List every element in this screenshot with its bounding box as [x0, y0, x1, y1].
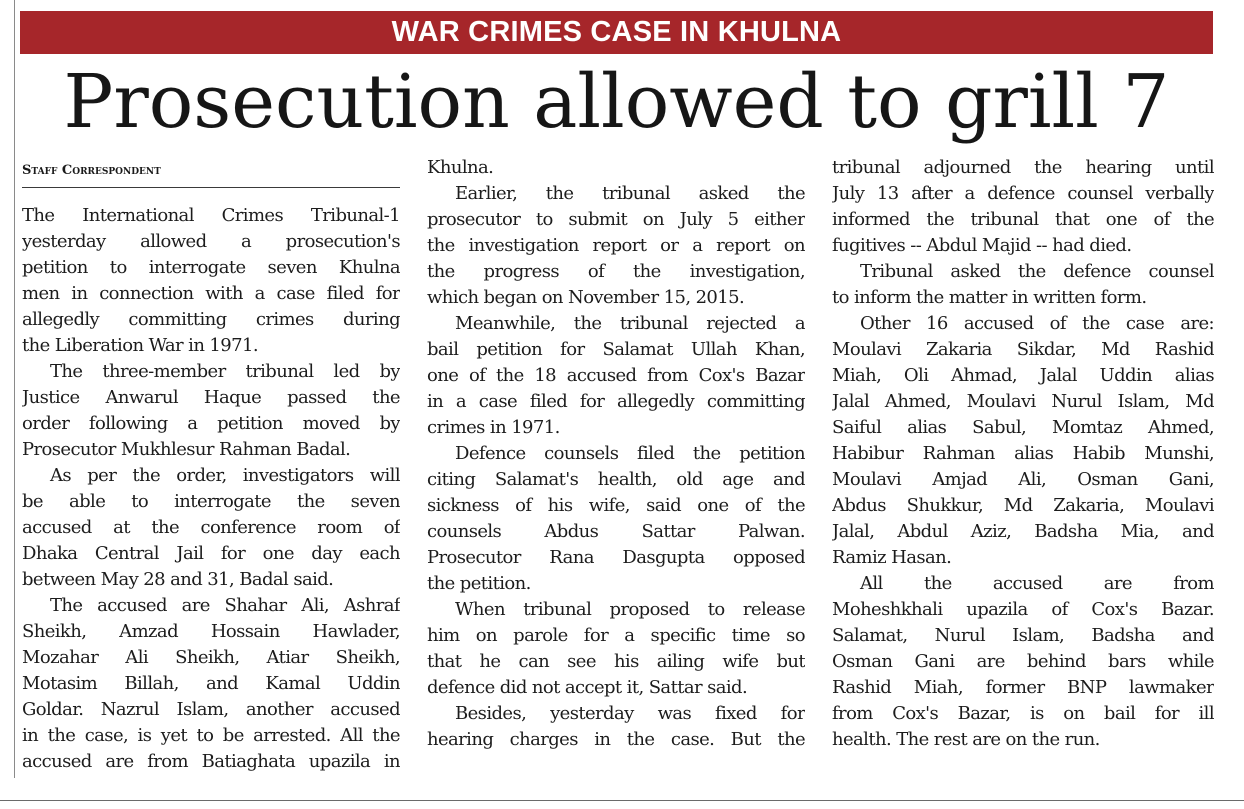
text-line: As per the order, investigators will	[50, 465, 400, 486]
text-line: Miah, Oli Ahmad, Jalal Uddin alias	[832, 365, 1214, 386]
text-line: the petition.	[427, 573, 531, 594]
text-line: Justice Anwarul Haque passed the	[22, 387, 400, 408]
text-line: Ramiz Hasan.	[832, 547, 952, 568]
text-line: Other 16 accused of the case are:	[860, 313, 1214, 334]
text-line: fugitives -- Abdul Majid -- had died.	[832, 235, 1132, 256]
paragraph	[22, 593, 400, 775]
text-line: tribunal adjourned the hearing until	[832, 157, 1214, 178]
text-line: accused are from Batiaghata upazila in	[22, 751, 400, 772]
paragraph	[427, 701, 805, 753]
text-line: the progress of the investigation,	[427, 261, 805, 282]
text-line: Khulna.	[427, 157, 494, 178]
text-line: allegedly committing crimes during	[22, 309, 400, 330]
text-line: Abdus Shukkur, Md Zakaria, Moulavi	[832, 495, 1214, 516]
text-line: All the accused are from	[860, 573, 1214, 594]
text-line: Moulavi Amjad Ali, Osman Gani,	[832, 469, 1214, 490]
text-line: sickness of his wife, said one of the	[427, 495, 805, 516]
paragraph	[427, 597, 805, 701]
text-line: Jalal, Abdul Aziz, Badsha Mia, and	[832, 521, 1214, 542]
text-line: informed the tribunal that one of the	[832, 209, 1214, 230]
text-line: Earlier, the tribunal asked the	[455, 183, 805, 204]
article-column-3	[832, 155, 1214, 753]
text-line: hearing charges in the case. But the	[427, 729, 805, 750]
text-line: Goldar. Nazrul Islam, another accused	[22, 699, 400, 720]
section-banner: WAR CRIMES CASE IN KHULNA	[20, 11, 1213, 54]
paragraph	[832, 259, 1214, 311]
paragraph	[427, 155, 805, 181]
article-column-1	[22, 203, 400, 775]
byline: Staff Correspondent	[22, 163, 161, 178]
text-line: health. The rest are on the run.	[832, 729, 1100, 750]
text-line: petition to interrogate seven Khulna	[22, 257, 400, 278]
paragraph	[427, 311, 805, 441]
text-line: Dhaka Central Jail for one day each	[22, 543, 400, 564]
bottom-rule	[0, 800, 1244, 801]
paragraph	[832, 311, 1214, 571]
paragraph	[22, 203, 400, 359]
text-line: Motasim Billah, and Kamal Uddin	[22, 673, 400, 694]
text-line: defence did not accept it, Sattar said.	[427, 677, 748, 698]
text-line: in the case, is yet to be arrested. All the	[22, 725, 400, 746]
text-line: order following a petition moved by	[22, 413, 400, 434]
text-line: prosecutor to submit on July 5 either	[427, 209, 805, 230]
paragraph	[832, 155, 1214, 259]
headline: Prosecution allowed to grill 7	[63, 59, 1170, 145]
text-line: The International Crimes Tribunal-1	[22, 205, 400, 226]
text-line: Prosecutor Mukhlesur Rahman Badal.	[22, 439, 351, 460]
text-line: to inform the matter in written form.	[832, 287, 1147, 308]
text-line: Meanwhile, the tribunal rejected a	[455, 313, 805, 334]
text-line: citing Salamat's health, old age and	[427, 469, 805, 490]
text-line: Tribunal asked the defence counsel	[860, 261, 1214, 282]
text-line: Rashid Miah, former BNP lawmaker	[832, 677, 1214, 698]
paragraph	[22, 463, 400, 593]
text-line: Prosecutor Rana Dasgupta opposed	[427, 547, 805, 568]
left-column-rule	[14, 0, 15, 778]
text-line: which began on November 15, 2015.	[427, 287, 745, 308]
text-line: counsels Abdus Sattar Palwan.	[427, 521, 805, 542]
text-line: When tribunal proposed to release	[455, 599, 805, 620]
text-line: Salamat, Nurul Islam, Badsha and	[832, 625, 1214, 646]
text-line: the Liberation War in 1971.	[22, 335, 258, 356]
text-line: men in connection with a case filed for	[22, 283, 400, 304]
paragraph	[832, 571, 1214, 753]
text-line: crimes in 1971.	[427, 417, 560, 438]
text-line: The three-member tribunal led by	[50, 361, 400, 382]
text-line: accused at the conference room of	[22, 517, 400, 538]
paragraph	[427, 441, 805, 597]
article-column-2	[427, 155, 805, 753]
text-line: Defence counsels filed the petition	[455, 443, 805, 464]
text-line: Sheikh, Amzad Hossain Hawlader,	[22, 621, 400, 642]
text-line: the investigation report or a report on	[427, 235, 805, 256]
text-line: Habibur Rahman alias Habib Munshi,	[832, 443, 1214, 464]
paragraph	[22, 359, 400, 463]
text-line: in a case filed for allegedly committing	[427, 391, 805, 412]
text-line: Moheshkhali upazila of Cox's Bazar.	[832, 599, 1214, 620]
text-line: July 13 after a defence counsel verbally	[832, 183, 1214, 204]
text-line: The accused are Shahar Ali, Ashraf	[50, 595, 400, 616]
text-line: Besides, yesterday was fixed for	[455, 703, 805, 724]
text-line: be able to interrogate the seven	[22, 491, 400, 512]
text-line: Saiful alias Sabul, Momtaz Ahmed,	[832, 417, 1214, 438]
text-line: bail petition for Salamat Ullah Khan,	[427, 339, 805, 360]
text-line: that he can see his ailing wife but	[427, 651, 805, 672]
text-line: Jalal Ahmed, Moulavi Nurul Islam, Md	[832, 391, 1214, 412]
text-line: yesterday allowed a prosecution's	[22, 231, 400, 252]
byline-divider	[22, 187, 400, 188]
text-line: him on parole for a specific time so	[427, 625, 805, 646]
text-line: from Cox's Bazar, is on bail for ill	[832, 703, 1214, 724]
text-line: between May 28 and 31, Badal said.	[22, 569, 334, 590]
text-line: Moulavi Zakaria Sikdar, Md Rashid	[832, 339, 1214, 360]
text-line: Mozahar Ali Sheikh, Atiar Sheikh,	[22, 647, 400, 668]
text-line: Osman Gani are behind bars while	[832, 651, 1214, 672]
paragraph	[427, 181, 805, 311]
text-line: one of the 18 accused from Cox's Bazar	[427, 365, 805, 386]
